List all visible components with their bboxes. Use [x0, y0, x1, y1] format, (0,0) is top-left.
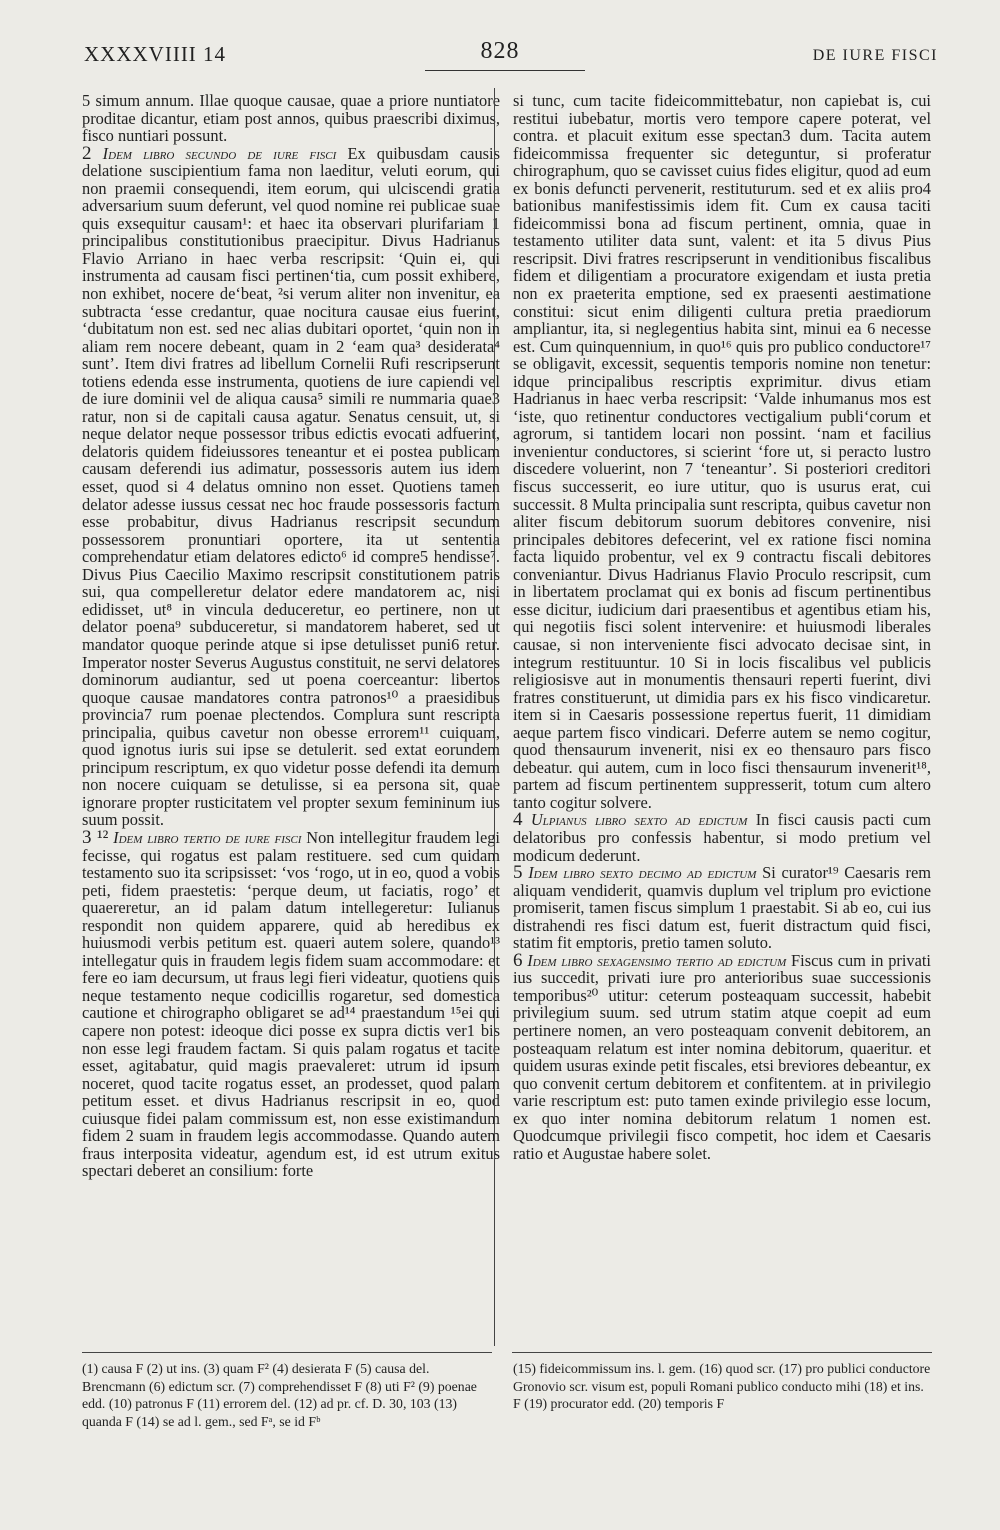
footnote-rule-left: [82, 1352, 492, 1353]
section-number: 6: [513, 949, 523, 971]
section-text: Si curator¹⁹ Caesaris rem aliquam vendiderit, quamvis duplum vel triplum pro evictione promiserit, tamen fiscus simplum 1 praestabit. Si ab eo, cui ius distrahendi res fisci datum est, fuerit distractum quid fisci, statim fit emptoris, pretio tamen soluto.: [513, 863, 931, 953]
section-2: [82, 142, 500, 830]
section-number: 4: [513, 809, 523, 831]
section-text: In fisci causis pacti cum delatoribus pro confessis habentur, si modo pretium vel modicum dederunt.: [513, 810, 931, 865]
section-4: [513, 811, 931, 864]
running-head-left: XXXXVIIII 14: [84, 42, 227, 66]
paragraph: 5 simum annum. Illae quoque causae, quae a priore nuntiatore proditae dicantur, etiam post annos, quibus praescribi diximus, fisco nuntiari possunt.: [82, 91, 500, 146]
footnotes-left: (1) causa F (2) ut ins. (3) quam F² (4) desierata F (5) causa del. Brencmann (6) edictum scr. (7) comprehendisset F (8) uti F² (9) poenae edd. (10) patronus F (11) errorem del. (12) ad pr. cf. D. 30, 103 (13) quanda F (14) se ad l. gem., sed Fᵃ, se id Fᵇ: [82, 1361, 477, 1429]
inscription: Idem libro tertio de iure fisci: [113, 827, 302, 847]
left-column: [82, 92, 500, 1180]
inscription: Ulpianus libro sexto ad edictum: [530, 810, 748, 830]
inscription: Idem libro secundo de iure fisci: [102, 143, 337, 163]
right-column: [513, 92, 931, 1162]
section-text: Fiscus cum in privati ius succedit, privati iure pro anterioribus suae successionis temporibus²⁰ utitur: ceterum posteaquam successit, habebit privilegium suum. sed utrum statim atque coepit ad eum pertinere nomen, an vero posteaquam convenit debitorem, an posteaquam relatum est inter nomina debitorum, quaeritur. et quidem usuras exinde petit fiscales, etsi breviores debeantur, ex quo convenit certum debitorem et confitentem. at in privilegio varie rescriptum est: puto tamen exinde privilegio esse locum, ex quo inter nomina debitorum relatum 1 nomen est. Quodcumque privilegii fisco competit, hoc idem et Caesaris ratio et Augustae habere solet.: [513, 950, 931, 1163]
footnotes-right: (15) fideicommissum ins. l. gem. (16) quod scr. (17) pro publici conductore Gronovio scr. visum est, populi Romani publico conducto mihi (18) et ins. F (19) procurator edd. (20) temporis F: [513, 1361, 931, 1411]
section-number: 5: [513, 862, 523, 884]
inscription: Idem libro sexagensimo tertio ad edictum: [527, 950, 787, 970]
paragraph: si tunc, cum tacite fideicommittebatur, non capiebat is, cui restitui iubebatur, mortis vero tempore capere poterat, vel contra. et placuit exitum esse spectan3 dum. Tacita autem fideicommissa frequenter sic deteguntur, si proferatur chirographum, quo se cavisset cuius fides eligitur, quod ad eum ex bonis defuncti pervenerit, restituturum. sed et ex aliis pro4 bationibus manifestissimis idem fit. Cum ex causa taciti fideicommissi bona ad fiscum pertinent, omnia, quae in testamento utiliter data sunt, valent: et ita 5 divus Pius rescripsit. Divi fratres rescripserunt in venditionibus fiscalibus fidem et diligentiam a procuratore exigendam et iusta pretia non ex praeterita emptione, sed ex praesenti aestimatione constitui: sicut enim diligenti cultura pretia praediorum ampliantur, ita, si neglegentius habita sint, minui ea 6 necesse est. Cum quinquennium, in quo¹⁶ quis pro publico conductore¹⁷ se obligavit, excessit, sequentis temporis nomine non tenetur: idque principalibus rescriptis exprimitur. divus etiam Hadrianus in haec verba rescripsit: ‘Valde inhumanus mos est ‘iste, quo retinentur conductores vectigalium publi‘corum et agrorum, si tantidem locari non possint. ‘nam et facilius invenientur conductores, si scierint ‘fore ut, si peracto lustro discedere voluerint, non 7 ‘teneantur’. Si posteriori creditori fiscus successerit, eo iure utitur, quo is usurus erat, cui successit. 8 Multa principalia sunt rescripta, quibus cavetur non aliter fiscum debitorum suorum debitores convenire, nisi principales debitores defecerint, vel ex ratione fisci nomina facta liquido probentur, vel ex 9 contractu fiscali debitores conveniantur. Divus Hadrianus Flavio Proculo rescripsit, cum in libertatem proclamat qui ex bonis ad fiscum pertinentibus esse dicitur, iudicium dari praesentibus et agentibus etiam his, qui negotiis fisci solent intervenire: et huiusmodi liberales causae, si non interveniente fisci advocato decisae sint, in integrum restituuntur. 10 Si in locis fiscalibus vel publicis religiosisve aut in monumentis thensauri reperti fuerint, divi fratres constituerunt, ut dimidia pars ex his fisco vindicaretur. item si in Caesaris possessione repertus fuerit, 11 dimidiam aeque partem fisco vindicari. Deferre autem se nemo cogitur, quod thensaurum invenerit, nisi ex eo thensauro pars fisco debeatur. qui autem, cum in loco fisci thensaurum invenerit¹⁸, partem ad fiscum pertinentem suppresserit, totum cum altero tanto cogitur solvere.: [513, 91, 931, 812]
section-number: 3 ¹²: [82, 826, 109, 848]
section-6: [513, 949, 931, 1163]
section-text: Non intellegitur fraudem legi fecisse, qui rogatus est palam restituere. sed cum quidam testamento suo ita scripsisset: ‘vos ‘rogo, ut in eo, quod a vobis peti, fidem praestetis: ‘perque deum, ut faciatis, rogo’ et quaereretur, an id palam datum intellegeretur: Iulianus respondit non quidem apparere, quid ab heredibus ex huiusmodi verbis petitum est. quaeri autem solere, quando¹³ intellegatur quis in fraudem legis fidem suam accommodare: et fere eo iam decursum, ut fraus legi fieri videatur, quotiens quis neque testamento neque codicillis rogaretur, sed domestica cautione et chirographo obligaret se ad¹⁴ praestandum ¹⁵ei qui capere non potest: ideoque dici posse ex supra dictis ver1 bis non esse legi fraudem factam. Si quis palam rogatus et tacite esset, agitabatur, quid magis praevaleret: utrum id ipsum noceret, quod tacite rogatus esset, an prodesset, quod palam petitum esset. et divus Hadrianus rescripsit in eo, quod cuiusque fidei palam commissum est, non esse existimandum fidem 2 suam in fraudem legis accommodasse. Quando autem fraus interposita videatur, agendum est, id est utrum exitus spectari deberet an consilium: forte: [82, 827, 500, 1181]
section-5: [513, 864, 931, 952]
header-rule: [425, 70, 585, 71]
section-3: [82, 826, 500, 1181]
column-divider: [494, 88, 495, 1346]
footnote-rule-right: [512, 1352, 932, 1353]
section-text: Ex quibusdam causis delatione suscipientium fama non laeditur, veluti eorum, qui non praemii consequendi, item eorum, qui ulciscendi gratia adversarium suum deferunt, vel quod nomine rei publicae suae quis exsequitur causam¹: et haec ita observari plurifariam 1 principalibus constitutionibus praecipitur. Divus Hadrianus Flavio Arriano in haec verba rescripsit: ‘Quin ei, qui instrumenta ad causam fisci pertinen‘tia, cum possit exhibere, non exhibet, nocere de‘beat, ²si verum aliter non invenitur, ea subtracta ‘esse credantur, quae nocitura causae eius fuerint, ‘dubitatum non est. sed nec alias dubitari oportet, ‘quin non in aliam rem nocere debeant, quam in 2 ‘eam qua³ desiderata⁴ sunt’. Item divi fratres ad libellum Cornelii Rufi rescripserunt totiens edenda esse instrumenta, quotiens de iure capiendi vel de iure dominii vel de aliqua causa⁵ simili re nummaria quae3 ratur, non si de capitali causa agatur. Senatus censuit, ut, si neque delator neque possessor tribus edictis evocati adfuerint, delatoris quidem fideiussores teneantur et ei postea publicam causam deferendi ius adimatur, possessoris autem ius idem esset, quod si 4 delatus omnino non esset. Quotiens tamen delator adesse iussus cessat nec hoc fraude possessoris factum esse probabitur, divus Hadrianus rescripsit secundum possessorem pronuntiari oportere, ita ut sententia comprehendatur etiam delatores edicto⁶ id compre5 hendisse⁷. Divus Pius Caecilio Maximo rescripsit constitutionem patris sui, qua compelleretur delator edere mandatorem ac, nisi edidisset, ut⁸ in vincula deduceretur, eo pertinere, non ut delator poena⁹ subduceretur, si mandatorem haberet, sed ut mandator quoque perinde atque si ipse detulisset puni6 retur. Imperator noster Severus Augustus constituit, ne servi delatores dominorum audiantur, sed ut poena coerceantur: libertos quoque causae mandatores contra patronos¹⁰ a praesidibus provincia7 rum poenae plectendos. Complura sunt rescripta principalia, quibus cavetur non obesse errorem¹¹ cuiquam, quod ignotus iuris sui ipse se detulerit. sed extat eorundem principum rescriptum, ex quo videtur posse defendi ita demum non nocere cuiquam se detulisse, si ea persona sit, quae ignorare propter rusticitatem vel propter sexum femininum ius suum possit.: [82, 143, 500, 830]
section-number: 2: [82, 142, 92, 164]
inscription: Idem libro sexto decimo ad edictum: [528, 863, 757, 883]
running-head-right: DE IURE FISCI: [812, 47, 938, 64]
page-number: 828: [480, 38, 520, 64]
